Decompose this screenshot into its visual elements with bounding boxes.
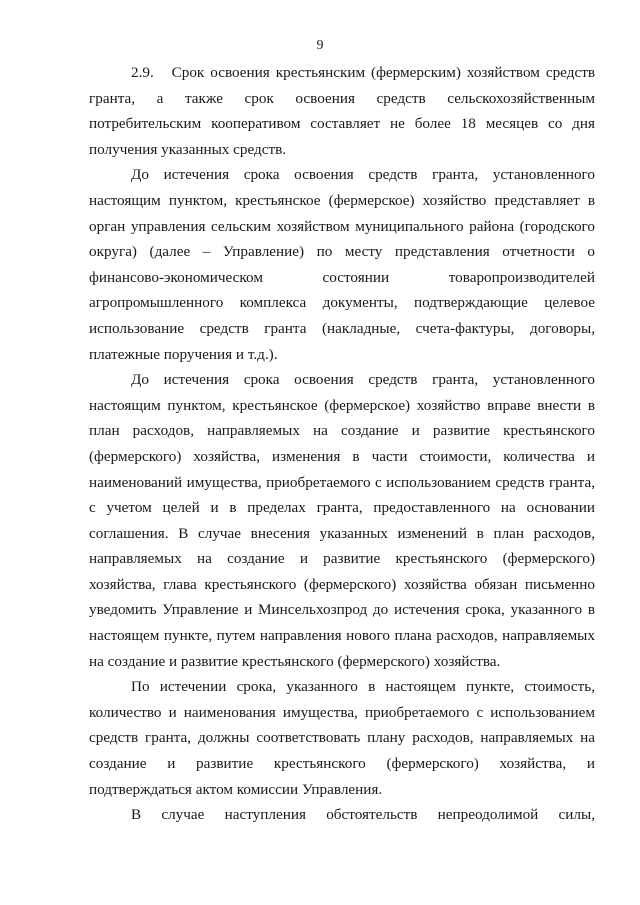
paragraph-reporting: До истечения срока освоения средств гранта, установленного настоящим пунктом, крестьянское (фермерское) хозяйство представляет в орган управления сельским хозяйством муниципального района (городского округа) (далее – Управление) по месту представления отчетности о финансово-экономическом состоянии товаропроизводителей агропромышленного комплекса документы, подтверждающие целевое использование средств гранта (накладные, счета-фактуры, договоры, платежные поручения и т.д.). bbox=[89, 166, 595, 363]
paragraph-expiration: По истечении срока, указанного в настоящем пункте, стоимость, количество и наименования имущества, приобретаемого с использованием средств гранта, должны соответствовать плану расходов, направляемых на создание и развитие крестьянского (фермерского) хозяйства, и подтверждаться актом комиссии Управления. bbox=[89, 678, 595, 798]
page-number: 9 bbox=[316, 38, 324, 53]
document-body bbox=[89, 60, 595, 828]
paragraph-plan-changes: До истечения срока освоения средств гранта, установленного настоящим пунктом, крестьянское (фермерское) хозяйство вправе внести в план расходов, направляемых на создание и развитие крестьянского (фермерского) хозяйства, изменения в части стоимости, количества и наименований имущества, приобретаемого с использованием средств гранта, с учетом целей и в пределах гранта, предоставленного на основании соглашения. В случае внесения указанных изменений в план расходов, направляемых на создание и развитие крестьянского (фермерского) хозяйства, глава крестьянского (фермерского) хозяйства обязан письменно уведомить Управление и Минсельхозпрод до истечения срока, указанного в настоящем пункте, путем направления нового плана расходов, направляемых на создание и развитие крестьянского (фермерского) хозяйства. bbox=[89, 371, 595, 670]
paragraph-force-majeure: В случае наступления обстоятельств непреодолимой силы, bbox=[131, 806, 595, 824]
paragraph-2-9: 2.9. Срок освоения крестьянским (фермерским) хозяйством средств гранта, а также срок освоения средств сельскохозяйственным потребительским кооперативом составляет не более 18 месяцев со дня получения указанных средств. bbox=[89, 64, 595, 158]
